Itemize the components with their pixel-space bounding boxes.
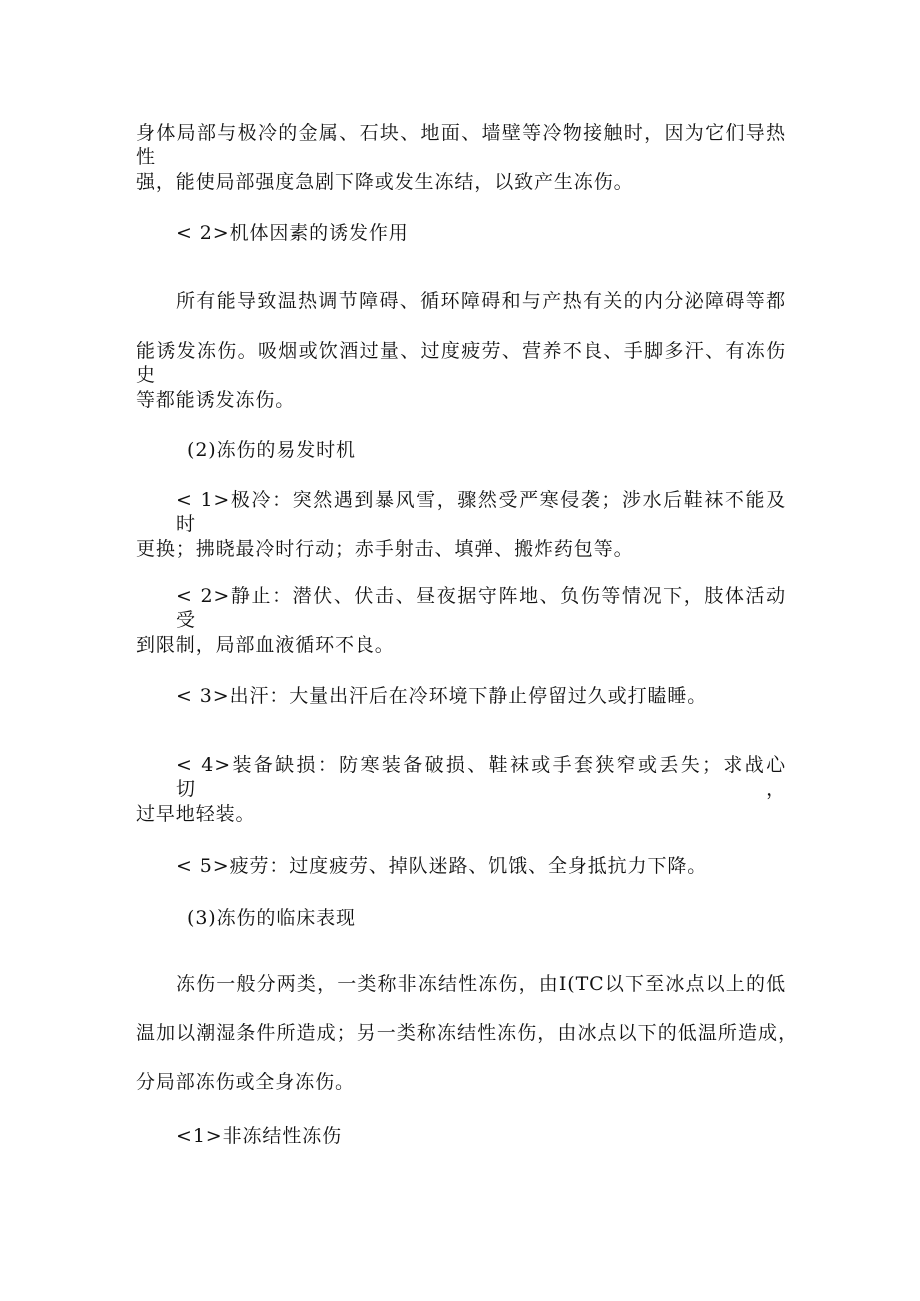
paragraph-line: 强，能使局部强度急剧下降或发生冻结，以致产生冻伤。 <box>136 171 634 193</box>
paragraph-line: 等都能诱发冻伤。 <box>136 389 296 411</box>
subheading-body-factors: < 2>机体因素的诱发作用 <box>176 222 409 244</box>
paragraph-line: 冻伤一般分两类，一类称非冻结性冻伤，由I(TC以下至冰点以上的低 <box>176 973 786 995</box>
paragraph-line: 分局部冻伤或全身冻伤。 <box>136 1071 355 1093</box>
paragraph-line: 到限制，局部血液循环不良。 <box>136 634 395 656</box>
paragraph-line: < 2>静止：潜伏、伏击、昼夜据守阵地、负伤等情况下，肢体活动受 <box>176 585 786 631</box>
paragraph-line: 更换；拂晓最冷时行动；赤手射击、填弹、搬炸药包等。 <box>136 538 634 560</box>
paragraph-line: < 4>装备缺损：防寒装备破损、鞋袜或手套狭窄或丢失；求战心切， <box>176 754 786 800</box>
paragraph-line: 身体局部与极冷的金属、石块、地面、墙壁等冷物接触时，因为它们导热性 <box>136 122 786 168</box>
section-heading-clinical: (3)冻伤的临床表现 <box>187 907 356 929</box>
paragraph-line: < 1>极冷：突然遇到暴风雪，骤然受严寒侵袭；涉水后鞋袜不能及时 <box>176 489 786 535</box>
section-heading-timing: (2)冻伤的易发时机 <box>187 439 356 461</box>
subheading-nonfreezing: <1>非冻结性冻伤 <box>176 1125 343 1147</box>
list-item-sweating: < 3>出汗：大量出汗后在冷环境下静止停留过久或打瞌睡。 <box>176 685 708 707</box>
paragraph-line: 过早地轻装。 <box>136 803 256 825</box>
paragraph-line: 所有能导致温热调节障碍、循环障碍和与产热有关的内分泌障碍等都 <box>176 290 786 312</box>
list-item-fatigue: < 5>疲劳：过度疲劳、掉队迷路、饥饿、全身抵抗力下降。 <box>176 855 708 877</box>
paragraph-line: 能诱发冻伤。吸烟或饮酒过量、过度疲劳、营养不良、手脚多汗、有冻伤史 <box>136 340 786 386</box>
paragraph-line: 温加以潮湿条件所造成；另一类称冻结性冻伤，由冰点以下的低温所造成， <box>136 1022 798 1044</box>
